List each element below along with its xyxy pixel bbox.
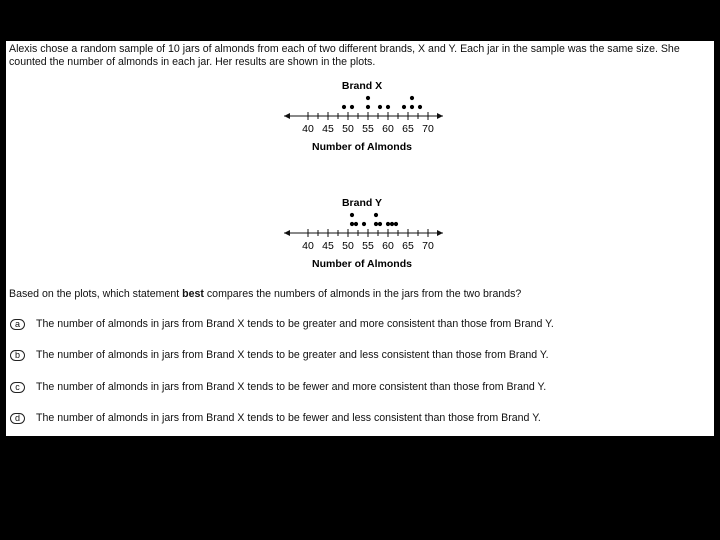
arrow-right xyxy=(437,230,443,236)
choice-b-text[interactable]: The number of almonds in jars from Brand X tends to be greater and less consistent than those from Brand Y. xyxy=(36,349,549,361)
choice-a[interactable] xyxy=(10,318,554,330)
tick-label: 55 xyxy=(362,123,374,135)
choice-b[interactable] xyxy=(10,349,549,361)
data-dot xyxy=(378,105,382,109)
choice-c-text[interactable]: The number of almonds in jars from Brand X tends to be fewer and more consistent than those from Brand Y. xyxy=(36,381,547,393)
arrow-left xyxy=(284,113,290,119)
tick-label: 50 xyxy=(342,240,354,252)
data-dot xyxy=(350,105,354,109)
data-dot xyxy=(362,222,366,226)
choice-c-letter[interactable]: c xyxy=(10,382,25,393)
data-dot xyxy=(418,105,422,109)
choice-a-text[interactable]: The number of almonds in jars from Brand X tends to be greater and more consistent than those from Brand Y. xyxy=(36,318,554,330)
tick-label: 50 xyxy=(342,123,354,135)
question-emphasis: best xyxy=(182,288,204,300)
data-dot xyxy=(410,105,414,109)
data-dot xyxy=(394,222,398,226)
brand-y-dot-plot xyxy=(284,197,443,270)
tick-label: 45 xyxy=(322,123,334,135)
question-after: compares the numbers of almonds in the jars from the two brands? xyxy=(203,288,522,300)
data-dot xyxy=(366,96,370,100)
arrow-right xyxy=(437,113,443,119)
dot-plots xyxy=(6,41,714,281)
question-panel xyxy=(6,41,714,436)
x-axis-label: Number of Almonds xyxy=(312,141,412,153)
question-text xyxy=(9,288,521,300)
data-dot xyxy=(374,222,378,226)
tick-label: 60 xyxy=(382,123,394,135)
choice-a-letter[interactable]: a xyxy=(10,319,25,330)
tick-label: 40 xyxy=(302,123,314,135)
tick-label: 40 xyxy=(302,240,314,252)
tick-label: 55 xyxy=(362,240,374,252)
data-dot xyxy=(350,222,354,226)
arrow-left xyxy=(284,230,290,236)
question-before: Based on the plots, which statement xyxy=(9,288,183,300)
choice-d-letter[interactable]: d xyxy=(10,413,25,424)
brand-x-dot-plot xyxy=(284,80,443,153)
choice-b-letter[interactable]: b xyxy=(10,350,25,361)
tick-label: 65 xyxy=(402,240,414,252)
x-axis-label: Number of Almonds xyxy=(312,258,412,270)
tick-label: 65 xyxy=(402,123,414,135)
tick-label: 45 xyxy=(322,240,334,252)
plot-title: Brand Y xyxy=(341,197,383,209)
choice-d-text[interactable]: The number of almonds in jars from Brand X tends to be fewer and less consistent than those from Brand Y. xyxy=(36,412,541,424)
data-dot xyxy=(354,222,358,226)
choice-c[interactable] xyxy=(10,381,546,393)
data-dot xyxy=(378,222,382,226)
data-dot xyxy=(350,213,354,217)
data-dot xyxy=(374,213,378,217)
data-dot xyxy=(410,96,414,100)
plot-title: Brand X xyxy=(341,80,383,92)
data-dot xyxy=(342,105,346,109)
tick-label: 70 xyxy=(422,240,434,252)
tick-label: 60 xyxy=(382,240,394,252)
data-dot xyxy=(390,222,394,226)
choice-d[interactable] xyxy=(10,412,541,424)
data-dot xyxy=(386,222,390,226)
intro-text: Alexis chose a random sample of 10 jars of almonds from each of two different brands, X and Y. Each jar in the sample was the same size. She counted the number of almonds in each jar. Her results are shown in the plots. xyxy=(9,43,680,68)
data-dot xyxy=(386,105,390,109)
tick-label: 70 xyxy=(422,123,434,135)
data-dot xyxy=(402,105,406,109)
data-dot xyxy=(366,105,370,109)
